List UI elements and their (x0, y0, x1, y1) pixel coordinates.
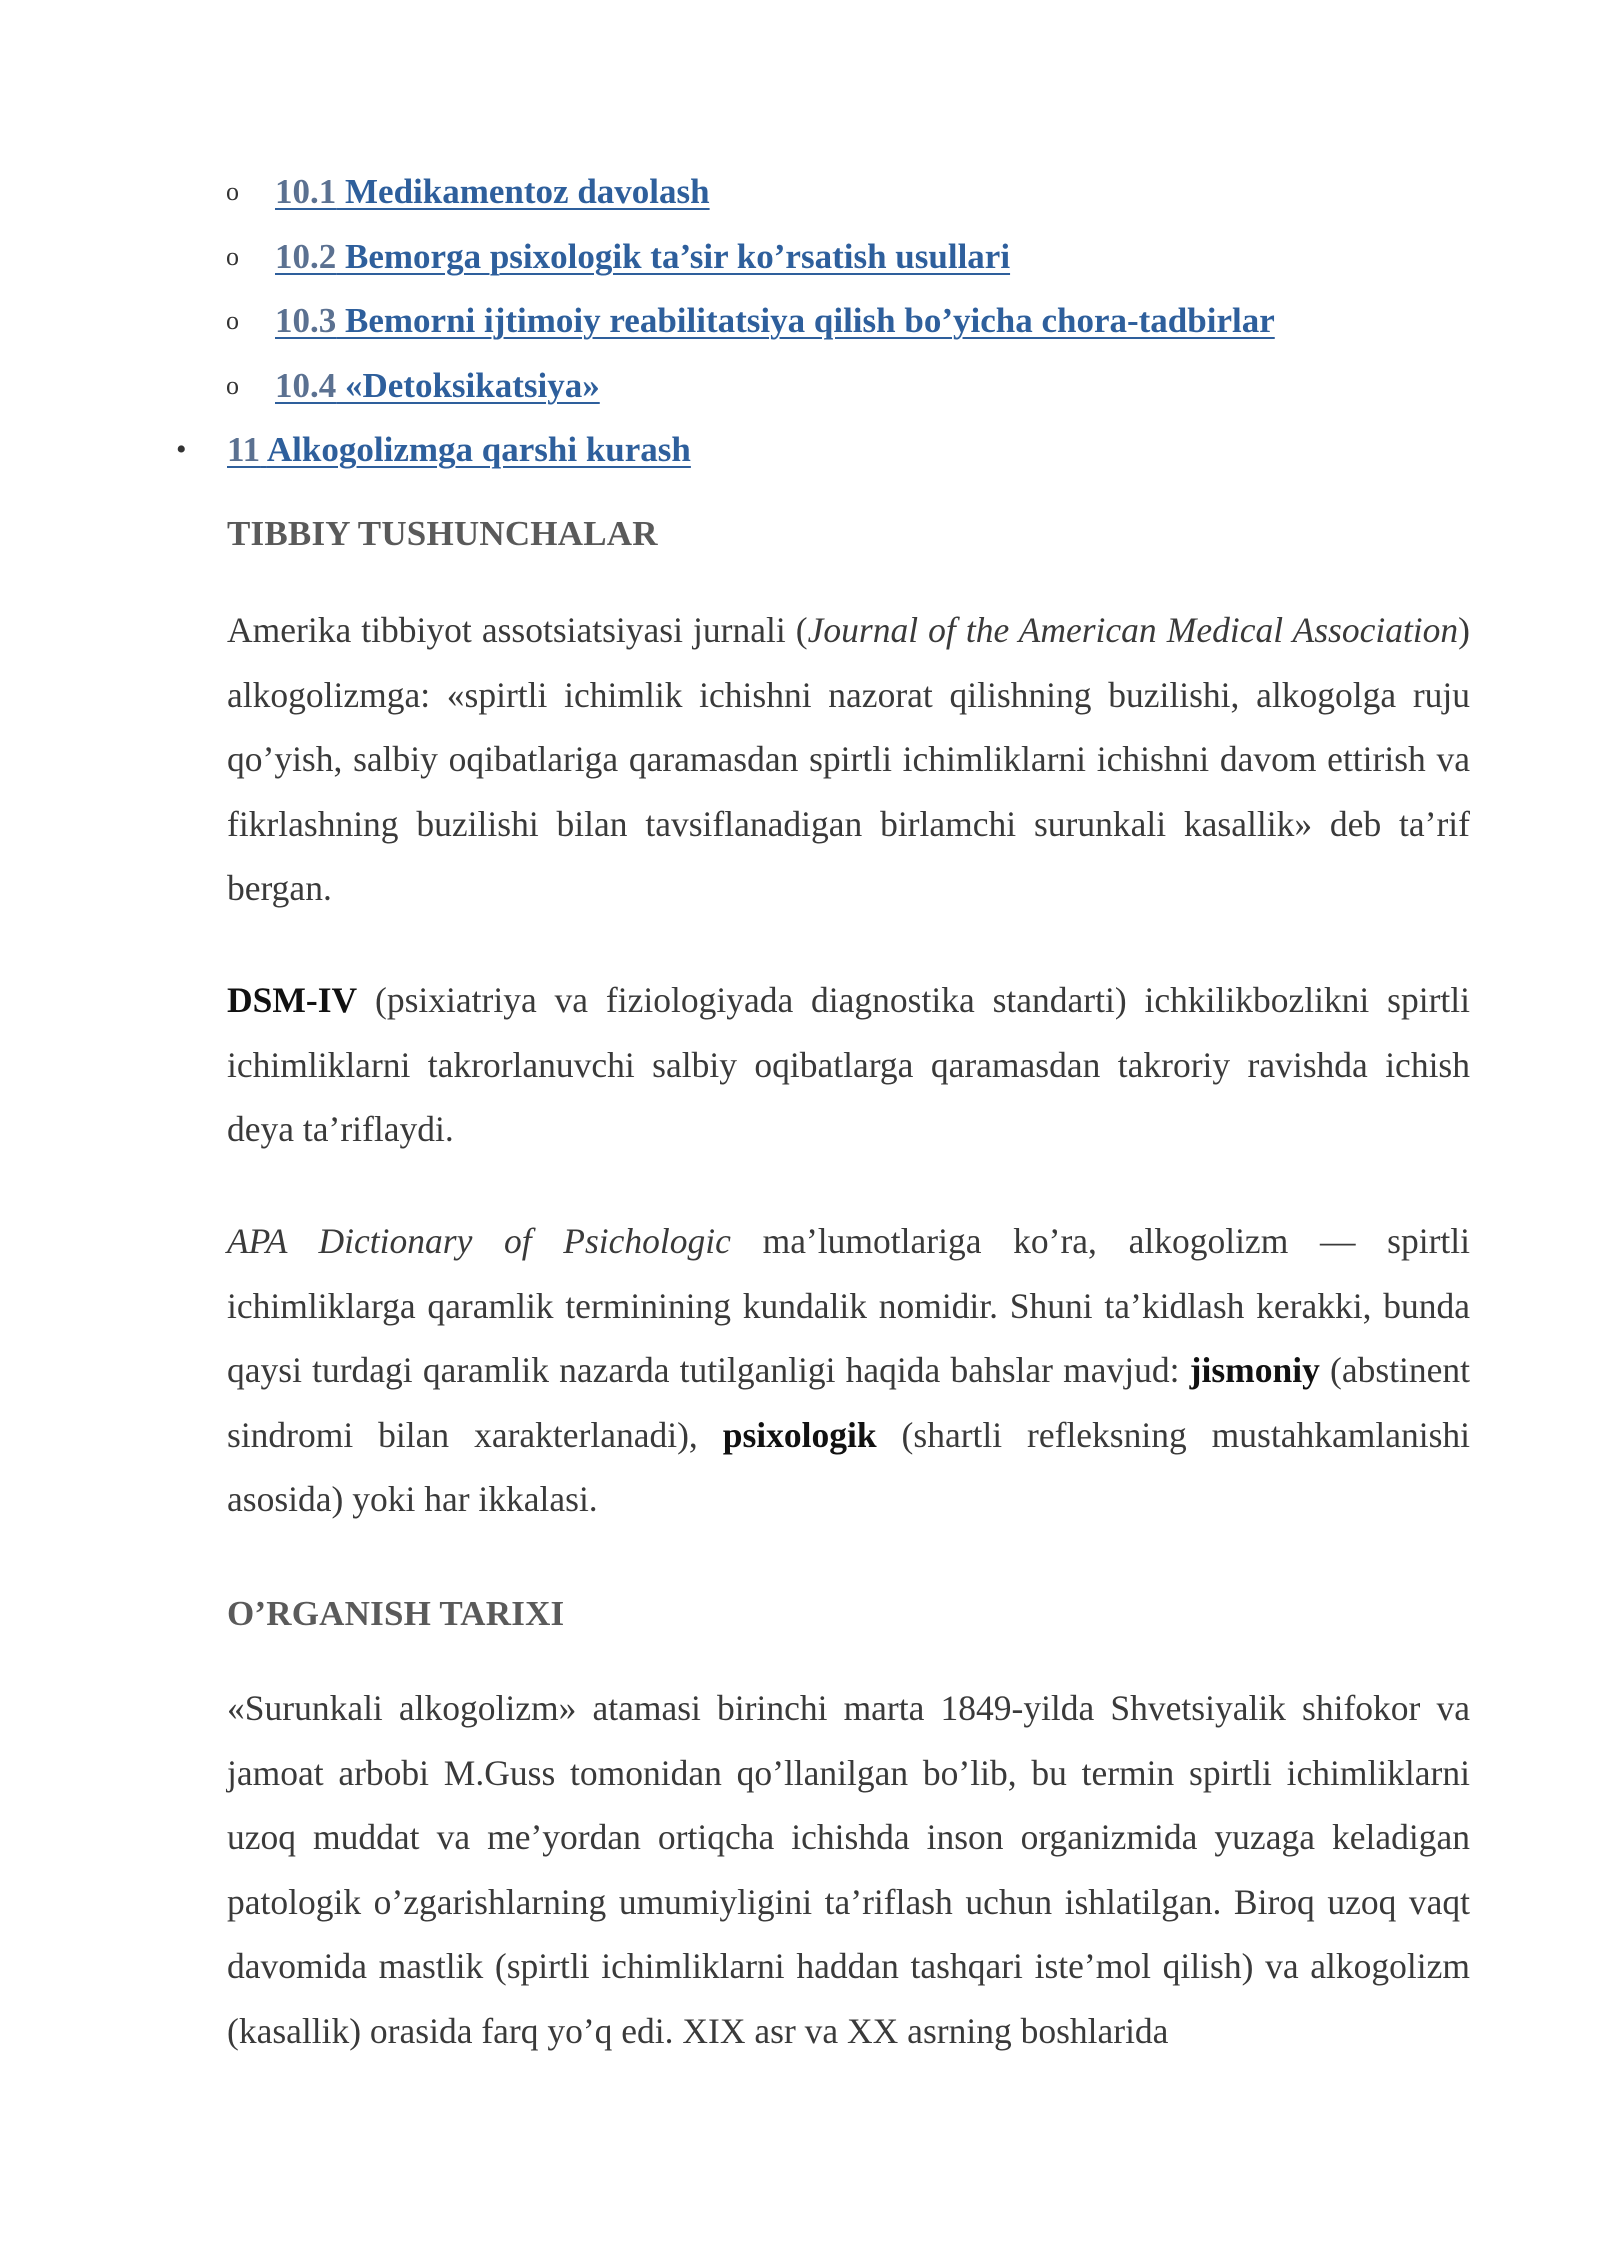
paragraph-apa (227, 1209, 1470, 1532)
toc-link-10-2[interactable] (275, 225, 1010, 290)
section-heading-tarix: O’RGANISH TARIXI (227, 1594, 565, 1633)
toc-title: «Detoksikatsiya» (345, 365, 600, 405)
toc-link-10-1[interactable] (275, 160, 710, 225)
toc-bullet: o (226, 370, 239, 400)
toc-item-10-4 (0, 354, 1600, 419)
toc-bullet: o (226, 241, 239, 271)
text-run: ma’lumotlariga ko’ra, alkogolizm — spirtli ichimliklarga qaramlik terminining kundalik nomidir. Shuni ta’kidlash kerakki, bunda qaysi turdagi qaramlik nazarda tutilganligi haqida bahslar mavjud: (227, 1221, 1471, 1390)
toc-number: 11 (227, 430, 261, 469)
text-run: (shartli refleksning mustahkamlanishi asosida) yoki har ikkalasi. (227, 1414, 1470, 1519)
toc-item-10-3 (0, 289, 1600, 354)
paragraph-dsm (227, 968, 1470, 1162)
text-run: (psixiatriya va fiziologiyada diagnostika standarti) ichkilikbozlikni spirtli ichimliklarni takrorlanuvchi salbiy oqibatlarga qaramasdan takroriy ravishda ichish deya ta’riflaydi. (227, 980, 1470, 1149)
toc-bullet: o (226, 306, 239, 335)
text-run: ) alkogolizmga: «spirtli ichimlik ichishni nazorat qilishning buzilishi, alkogolga ruju qo’yish, salbiy oqibatlariga qaramasdan spirtli ichimliklarni ichishni davom ettirish va fikrlashning buzilishi bilan tavsiflanadigan birlamchi surunkali kasallik» deb ta’rif bergan. (227, 610, 1470, 908)
toc-link-10-3[interactable] (275, 289, 1275, 354)
toc-title: Medikamentoz davolash (345, 172, 710, 211)
bold-text: psixologik (722, 1414, 877, 1455)
toc-bullet: o (226, 177, 239, 206)
toc-link-11[interactable] (227, 418, 691, 483)
toc-number: 10.3 (275, 301, 337, 340)
toc-item-11 (0, 418, 1600, 483)
toc-title: Bemorni ijtimoiy reabilitatsiya qilish bo’yicha chora-tadbirlar (345, 301, 1275, 340)
text-run: Amerika tibbiyot assotsiatsiyasi jurnali ( (227, 610, 808, 650)
toc-item-10-1 (0, 160, 1600, 225)
toc-number: 10.1 (275, 172, 337, 211)
bold-text: DSM-IV (227, 980, 358, 1020)
toc-number: 10.2 (275, 236, 337, 276)
toc-link-10-4[interactable] (275, 354, 600, 419)
text-run: (abstinent sindromi bilan xarakterlanadi), (227, 1350, 1471, 1455)
section-heading-tibbiy: TIBBIY TUSHUNCHALAR (227, 514, 658, 553)
paragraph-jama (227, 598, 1470, 921)
table-of-contents (0, 160, 1600, 483)
toc-item-10-2 (0, 225, 1600, 290)
italic-text: Journal of the American Medical Association (807, 610, 1459, 650)
italic-text: APA Dictionary of Psichologic (227, 1221, 731, 1261)
toc-bullet: • (176, 433, 187, 466)
paragraph-tarix: «Surunkali alkogolizm» atamasi birinchi marta 1849-yilda Shvetsiyalik shifokor va jamoat arbobi M.Guss tomonidan qo’llanilgan bo’lib, bu termin spirtli ichimliklarni uzoq muddat va me’yordan ortiqcha ichishda inson organizmida yuzaga keladigan patologik o’zgarishlarning umumiyligini ta’riflash uchun ishlatilgan. Biroq uzoq vaqt davomida mastlik (spirtli ichimliklarni haddan tashqari iste’mol qilish) va alkogolizm (kasallik) orasida farq yo’q edi. XIX asr va XX asrning boshlarida (227, 1688, 1470, 2051)
toc-title: Bemorga psixologik ta’sir ko’rsatish usullari (345, 236, 1011, 276)
toc-title: Alkogolizmga qarshi kurash (266, 430, 691, 469)
bold-text: jismoniy (1189, 1350, 1320, 1390)
toc-number: 10.4 (275, 365, 337, 405)
